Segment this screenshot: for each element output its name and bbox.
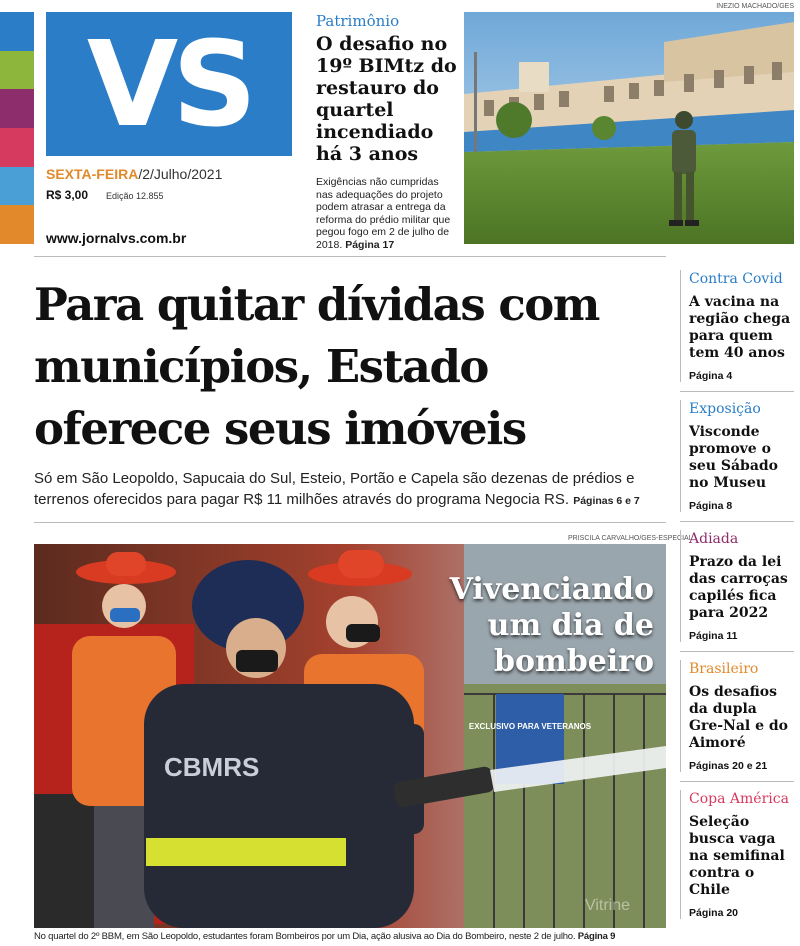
deck-pages[interactable]: Páginas 6 e 7 — [573, 495, 640, 507]
sidebar-item-exposicao[interactable] — [680, 400, 794, 512]
teaser-page[interactable]: Página 17 — [345, 238, 395, 251]
weekday: SEXTA-FEIRA — [46, 166, 139, 182]
sidebar-item-brasileiro[interactable] — [680, 660, 794, 772]
strip-block-orange — [0, 205, 34, 244]
price: R$ 3,00 — [46, 188, 89, 202]
sidebar-kicker: Adiada — [689, 531, 739, 547]
sidebar-title[interactable]: Os desafios da dupla Gre-Nal e do Aimoré — [689, 684, 789, 751]
teaser-photo-credit: INEZIO MACHADO/GES — [716, 3, 794, 10]
strip-block-lightblue — [0, 167, 34, 206]
sidebar-page[interactable]: Página 4 — [689, 370, 733, 382]
sidebar — [680, 270, 794, 919]
sidebar-page[interactable]: Página 11 — [689, 630, 738, 642]
sidebar-item-adiada[interactable] — [680, 530, 794, 642]
sidebar-page[interactable]: Página 8 — [689, 500, 733, 512]
sidebar-page[interactable]: Páginas 20 e 21 — [689, 760, 768, 772]
sidebar-divider — [680, 651, 794, 652]
caption-page[interactable]: Página 9 — [577, 931, 616, 942]
teaser-kicker: Patrimônio — [316, 12, 400, 30]
date: /2/Julho/2021 — [138, 166, 223, 182]
teaser-body: Exigências não cumpridas nas adequações do projeto podem atrasar a entrega da reforma do prédio militar que pegou fogo em 2 de julho de 2018. — [316, 176, 451, 251]
sidebar-page[interactable]: Página 20 — [689, 907, 739, 919]
strip-block-pink — [0, 128, 34, 167]
divider-top — [34, 256, 666, 257]
sidebar-kicker: Contra Covid — [689, 271, 783, 287]
logo-text: VS — [86, 15, 252, 153]
strip-block-purple — [0, 89, 34, 128]
website-link[interactable]: www.jornalvs.com.br — [46, 230, 187, 246]
color-strip — [0, 12, 34, 244]
sidebar-kicker: Copa América — [689, 791, 789, 807]
strip-block-blue — [0, 12, 34, 51]
barracks-photo[interactable] — [464, 12, 794, 244]
dateline — [46, 166, 222, 182]
edition-number: Edição 12.855 — [106, 191, 164, 201]
photo-title[interactable]: Vivenciando um dia de bombeiro — [449, 572, 654, 679]
sidebar-kicker: Brasileiro — [689, 661, 759, 677]
sidebar-item-copa-america[interactable] — [680, 790, 794, 919]
newspaper-logo[interactable] — [46, 12, 292, 156]
deck-text: Só em São Leopoldo, Sapucaia do Sul, Esteio, Portão e Capela são dezenas de prédios e terrenos oferecidos para pagar R$ 11 milhões através do programa Negocia RS. — [34, 470, 635, 508]
strip-block-green — [0, 51, 34, 90]
photo-caption — [34, 931, 674, 942]
sidebar-divider — [680, 781, 794, 782]
barracks-illustration — [464, 12, 794, 244]
divider-mid — [34, 522, 666, 523]
sidebar-title[interactable]: Prazo da lei das carroças capilés fica para 2022 — [689, 554, 788, 621]
teaser-title[interactable]: O desafio no 19º BIMtz do restauro do quartel incendiado há 3 anos — [316, 33, 457, 165]
sidebar-divider — [680, 521, 794, 522]
veterans-sign-text: EXCLUSIVO PARA VETERANOS — [468, 722, 592, 731]
uniform-text: CBMRS — [164, 752, 260, 782]
sidebar-divider — [680, 391, 794, 392]
main-photo-credit: PRISCILA CARVALHO/GES-ESPECIAL — [568, 535, 693, 542]
sidebar-title[interactable]: Seleção busca vaga na semifinal contra o Chile — [689, 814, 785, 898]
main-headline[interactable]: Para quitar dívidas com municípios, Estado oferece seus imóveis — [34, 278, 599, 455]
sidebar-kicker: Exposição — [689, 401, 761, 417]
sidebar-title[interactable]: Visconde promove o seu Sábado no Museu — [689, 424, 779, 491]
teaser-text — [316, 176, 458, 251]
caption-text: No quartel do 2º BBM, em São Leopoldo, estudantes foram Bombeiros por um Dia, ação alusiva ao Dia do Bombeiro, neste 2 de julho. — [34, 931, 576, 942]
main-deck — [34, 468, 674, 512]
sidebar-title[interactable]: A vacina na região chega para quem tem 40 anos — [689, 294, 791, 361]
photo-watermark: Vitrine — [584, 897, 630, 914]
sidebar-item-covid[interactable] — [680, 270, 794, 382]
